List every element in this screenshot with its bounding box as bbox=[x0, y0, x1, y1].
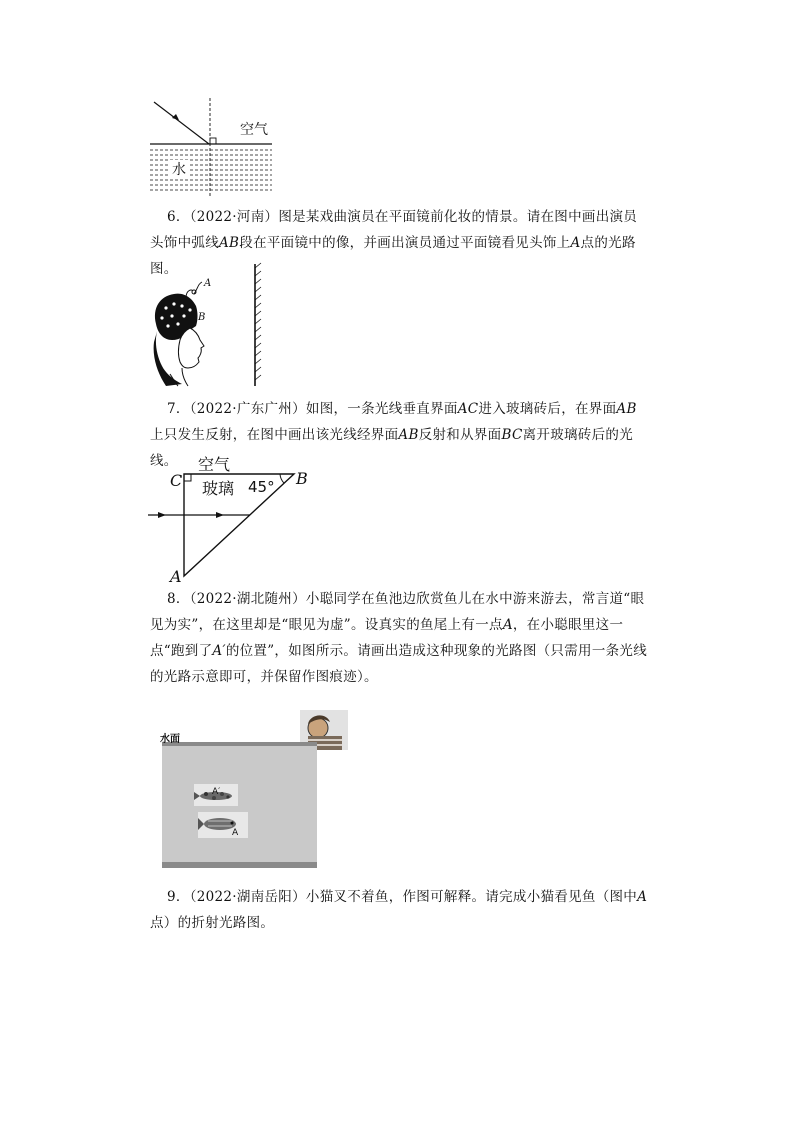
label-A-prime: A′ bbox=[212, 787, 221, 797]
q7-source: （2022·广东广州） bbox=[189, 401, 306, 417]
label-air: 空气 bbox=[240, 122, 268, 138]
angle-arc-45 bbox=[280, 474, 284, 483]
label-C: C bbox=[170, 471, 183, 490]
question-6-text: 6．（2022·河南）图是某戏曲演员在平面镜前化妆的情景。请在图中画出演员头饰中弧线AB段在平面镜中的像，并画出演员通过平面镜看见头饰上A点的光路图。 bbox=[150, 209, 638, 277]
label-glass: 玻璃 bbox=[202, 479, 235, 498]
label-B: B bbox=[198, 312, 206, 323]
prism-triangle bbox=[184, 474, 294, 576]
pond-bottom bbox=[162, 862, 317, 868]
prism-right-angle bbox=[184, 474, 191, 481]
figure-water-refraction bbox=[148, 98, 274, 198]
figure-glass-prism bbox=[146, 452, 316, 584]
ray-arrow-2 bbox=[216, 512, 224, 518]
q7-number: 7． bbox=[167, 401, 190, 417]
ray-arrow-1 bbox=[158, 512, 166, 518]
label-B-q7: B bbox=[296, 469, 308, 488]
water-surface bbox=[162, 742, 317, 746]
q8-number: 8． bbox=[167, 591, 190, 607]
q6-source: （2022·河南） bbox=[189, 209, 279, 225]
q9-number: 9． bbox=[167, 889, 190, 905]
figure-fish-pond bbox=[158, 708, 354, 874]
q8-source: （2022·湖北随州） bbox=[189, 591, 306, 607]
label-A-q7: A bbox=[170, 567, 182, 584]
label-water: 水 bbox=[172, 162, 186, 178]
headdress-antenna bbox=[194, 282, 202, 294]
question-8-text: 8．（2022·湖北随州）小聪同学在鱼池边欣赏鱼儿在水中游来游去，常言道“眼见为实”，在这里却是“眼见为虚”。设真实的鱼尾上有一点A，在小聪眼里这一点“跑到了A′的位置”，如图所示。请画出造成这种现象的光路图（只需用一条光线的光路示意即可，并保留作图痕迹）。 bbox=[150, 591, 648, 685]
q6-number: 6． bbox=[167, 209, 190, 225]
label-A: A bbox=[204, 278, 212, 289]
figure-mirror-performer bbox=[146, 262, 276, 388]
label-water-surface: 水面 bbox=[160, 734, 180, 745]
pond-water bbox=[162, 744, 317, 868]
water-hatching bbox=[150, 150, 272, 190]
label-A-q8: A bbox=[232, 828, 239, 838]
incident-ray bbox=[154, 102, 209, 144]
label-air-q7: 空气 bbox=[198, 455, 231, 474]
question-9-text: 9．（2022·湖南岳阳）小猫叉不着鱼，作图可解释。请完成小猫看见鱼（图中A点）的折射光路图。 bbox=[150, 889, 648, 931]
q9-source: （2022·湖南岳阳） bbox=[189, 889, 306, 905]
label-angle-45: 45° bbox=[248, 478, 275, 496]
mirror-hatching bbox=[255, 263, 261, 380]
right-angle-mark bbox=[210, 138, 216, 144]
question-7-text: 7．（2022·广东广州）如图，一条光线垂直界面AC进入玻璃砖后，在界面AB上只发生反射，在图中画出该光线经界面AB反射和从界面BC离开玻璃砖后的光线。 bbox=[150, 401, 637, 469]
